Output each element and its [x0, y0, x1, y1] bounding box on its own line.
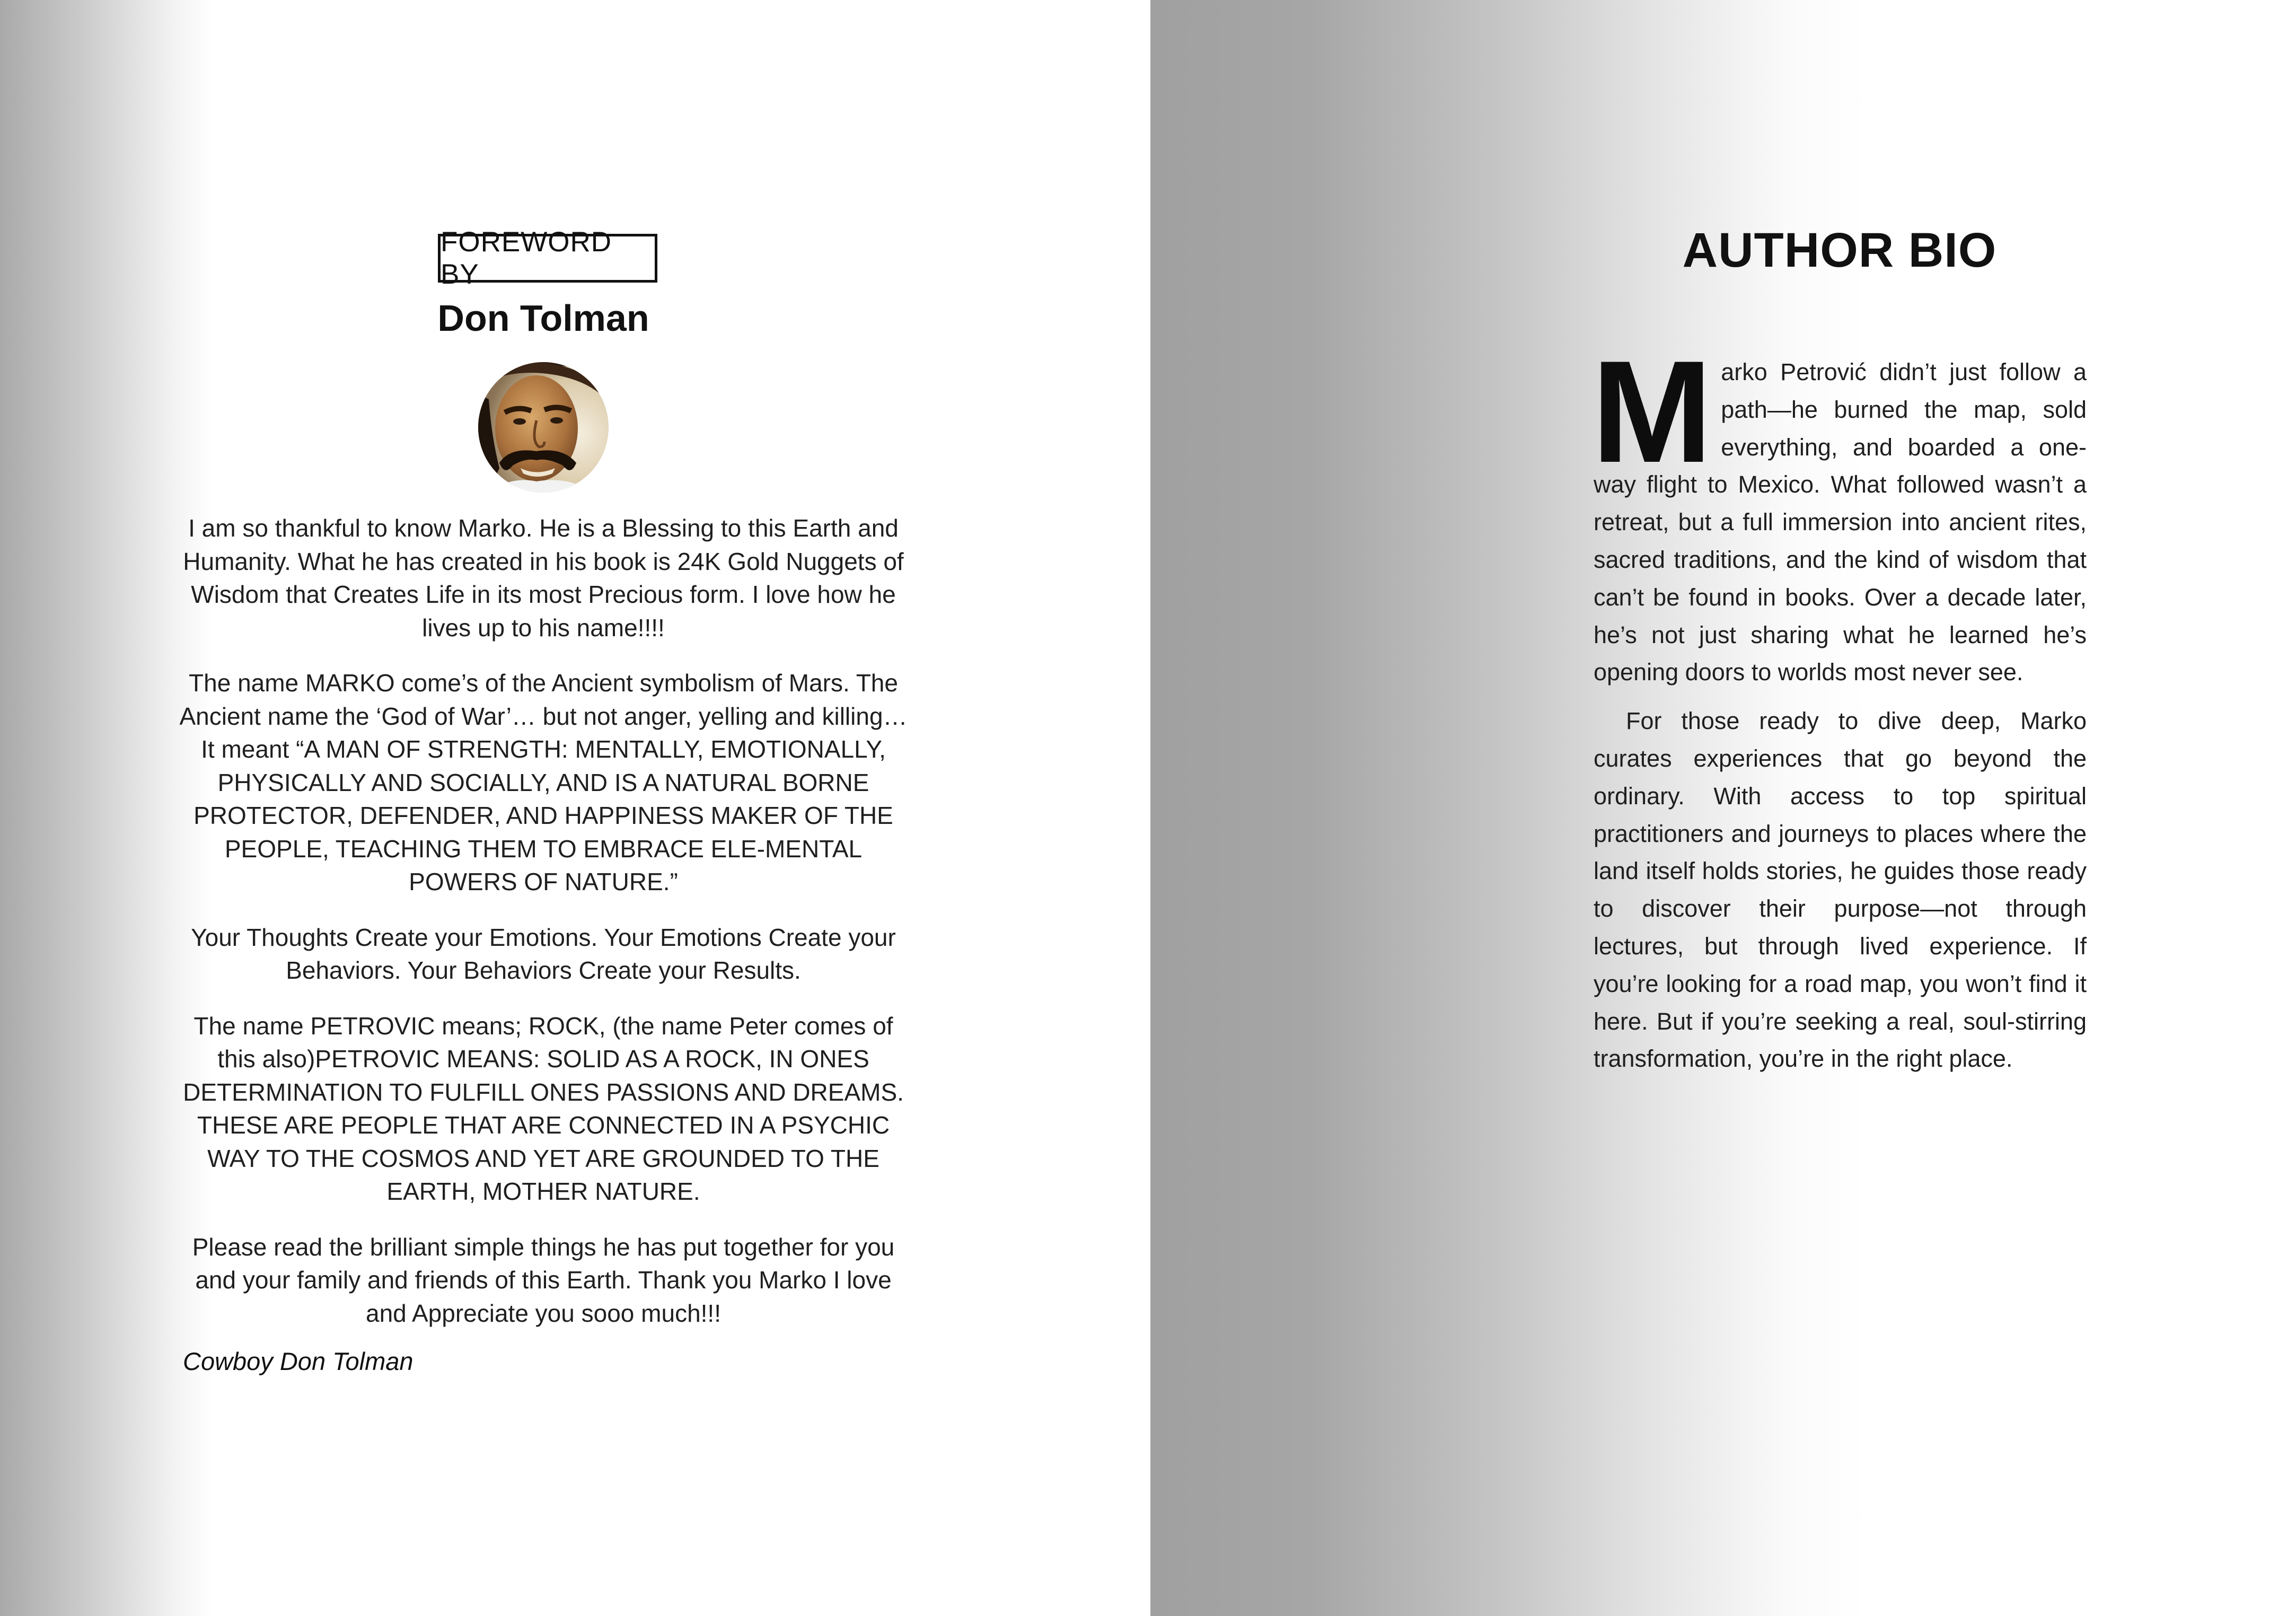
bio-paragraph-1-text: arko Petrović didn’t just follow a path—he burned the map, sold everything, and boarded a one-way flight to Mexico. What followed wasn’t a retreat, but a full immersion into ancient rites, sacred traditions, and the kind of wisdom that can’t be found in books. Over a decade later, he’s not just sharing what he learned he’s opening doors to worlds most never see. [1594, 358, 2087, 686]
author-portrait-photo [478, 362, 609, 493]
bio-paragraph-2: For those ready to dive deep, Marko curates experiences that go beyond the ordinary. With access to top spiritual practitioners and journeys to places where the land itself holds stories, he guides those ready to discover their purpose—not through lectures, but through lived experience. If you’re looking for a road map, you won’t find it here. But if you’re seeking a real, soul-stirring transformation, you’re in the right place. [1594, 707, 2087, 1073]
author-bio-title: AUTHOR BIO [1682, 223, 1997, 277]
foreword-paragraph: The name MARKO come’s of the Ancient symbolism of Mars. The Ancient name the ‘God of War’… but not anger, yelling and killing… It meant “A MAN OF STRENGTH: MENTALLY, EMOTIONALLY, PHYSICALLY AND SOCIALLY, AND IS A NATURAL BORNE PROTECTOR, DEFENDER, AND HAPPINESS MAKER OF THE PEOPLE, TEACHING THEM TO EMBRACE ELE-MENTAL POWERS OF NATURE.” [179, 669, 908, 895]
foreword-signature: Cowboy Don Tolman [183, 1347, 414, 1375]
foreword-paragraph: Please read the brilliant simple things he has put together for you and your family and friends of this Earth. Thank you Marko I love and Appreciate you sooo much!!! [192, 1233, 895, 1327]
foreword-label: FOREWORD BY [438, 234, 657, 283]
foreword-paragraph: I am so thankful to know Marko. He is a Blessing to this Earth and Humanity. What he has created in his book is 24K Gold Nuggets of Wisdom that Creates Life in its most Precious form. I love how he lives up to his name!!!! [183, 514, 904, 642]
foreword-author-name: Don Tolman [437, 297, 649, 339]
drop-cap: M [1591, 331, 1713, 493]
foreword-paragraph: Your Thoughts Create your Emotions. Your Emotions Create your Behaviors. Your Behaviors Create your Results. [191, 923, 896, 984]
author-bio-body [1591, 331, 2087, 1089]
foreword-paragraph: The name PETROVIC means; ROCK, (the name Peter comes of this also)PETROVIC MEANS: SOLID AS A ROCK, IN ONES DETERMINATION TO FULFILL ONES PASSIONS AND DREAMS. THESE ARE PEOPLE THAT ARE CONNECTED IN A PSYCHIC WAY TO THE COSMOS AND YET ARE GROUNDED TO THE EARTH, MOTHER NATURE. [183, 1012, 904, 1205]
foreword-body [175, 512, 912, 1352]
bio-paragraph-1 [1591, 331, 2087, 691]
